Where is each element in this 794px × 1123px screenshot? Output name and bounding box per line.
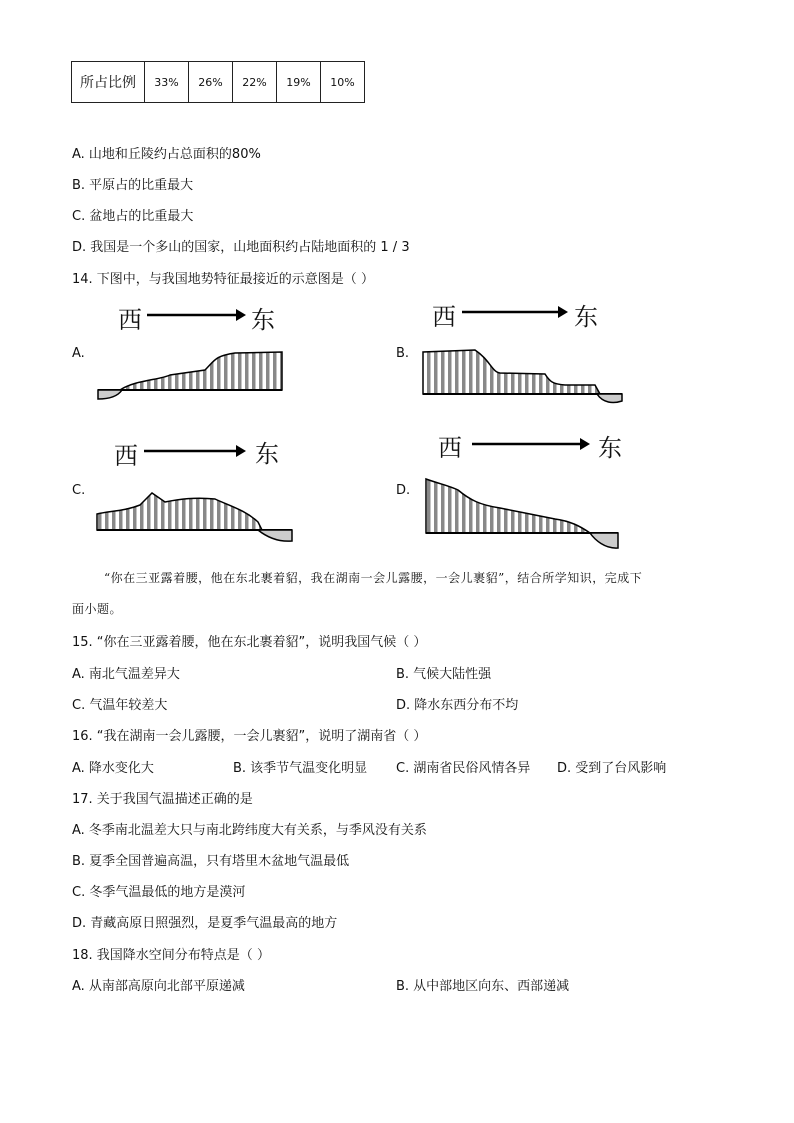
table-cell: 33% — [145, 62, 189, 103]
q18-stem: 18. 我国降水空间分布特点是（ ） — [72, 948, 270, 963]
q13-option-d: D. 我国是一个多山的国家，山地面积约占陆地面积的 1 / 3 — [72, 240, 410, 255]
q17-option-c: C. 冬季气温最低的地方是漠河 — [72, 885, 246, 900]
q18-option-b: B. 从中部地区向东、西部递减 — [396, 979, 570, 994]
q15-stem: 15. “你在三亚露着腰，他在东北裹着貂”，说明我国气候（ ） — [72, 635, 427, 650]
west-label: 西 — [438, 434, 462, 462]
east-label: 东 — [598, 434, 622, 462]
diagram-d-letter: D. — [396, 483, 411, 498]
east-label: 东 — [255, 440, 279, 468]
q17-option-a: A. 冬季南北温差大只与南北跨纬度大有关系，与季风没有关系 — [72, 823, 427, 838]
q18-option-a: A. 从南部高原向北部平原递减 — [72, 979, 245, 994]
q15-option-d: D. 降水东西分布不均 — [396, 698, 519, 713]
passage-line-2: 面小题。 — [72, 602, 123, 616]
west-label: 西 — [114, 442, 138, 470]
diagram-c-letter: C. — [72, 483, 86, 498]
table-cell: 10% — [321, 62, 365, 103]
q15-option-c: C. 气温年较差大 — [72, 698, 168, 713]
q16-option-d: D. 受到了台风影响 — [557, 761, 667, 776]
q13-option-a: A. 山地和丘陵约占总面积的80% — [72, 147, 261, 162]
q17-option-b: B. 夏季全国普遍高温，只有塔里木盆地气温最低 — [72, 854, 350, 869]
diagram-b-letter: B. — [396, 346, 410, 361]
west-label: 西 — [432, 303, 456, 331]
east-label: 东 — [251, 306, 275, 334]
table-cell: 19% — [277, 62, 321, 103]
q16-option-c: C. 湖南省民俗风情各异 — [396, 761, 531, 776]
east-label: 东 — [574, 303, 598, 331]
q13-option-b: B. 平原占的比重最大 — [72, 178, 194, 193]
q14-stem: 14. 下图中，与我国地势特征最接近的示意图是（ ） — [72, 272, 374, 287]
q16-stem: 16. “我在湖南一会儿露腰，一会儿裹貂”，说明了湖南省（ ） — [72, 729, 427, 744]
q17-stem: 17. 关于我国气温描述正确的是 — [72, 792, 253, 807]
q15-option-a: A. 南北气温差异大 — [72, 667, 180, 682]
q16-option-a: A. 降水变化大 — [72, 761, 154, 776]
table-cell: 22% — [233, 62, 277, 103]
q17-option-d: D. 青藏高原日照强烈，是夏季气温最高的地方 — [72, 916, 338, 931]
west-label: 西 — [118, 306, 142, 334]
q13-option-c: C. 盆地占的比重最大 — [72, 209, 194, 224]
table-header-cell: 所占比例 — [72, 62, 145, 103]
table-cell: 26% — [189, 62, 233, 103]
diagram-a-letter: A. — [72, 346, 85, 361]
q15-option-b: B. 气候大陆性强 — [396, 667, 492, 682]
q16-option-b: B. 该季节气温变化明显 — [233, 761, 368, 776]
passage-line-1: “你在三亚露着腰，他在东北裹着貂，我在湖南一会儿露腰，一会儿裹貂”，结合所学知识，完成下 — [104, 571, 643, 585]
